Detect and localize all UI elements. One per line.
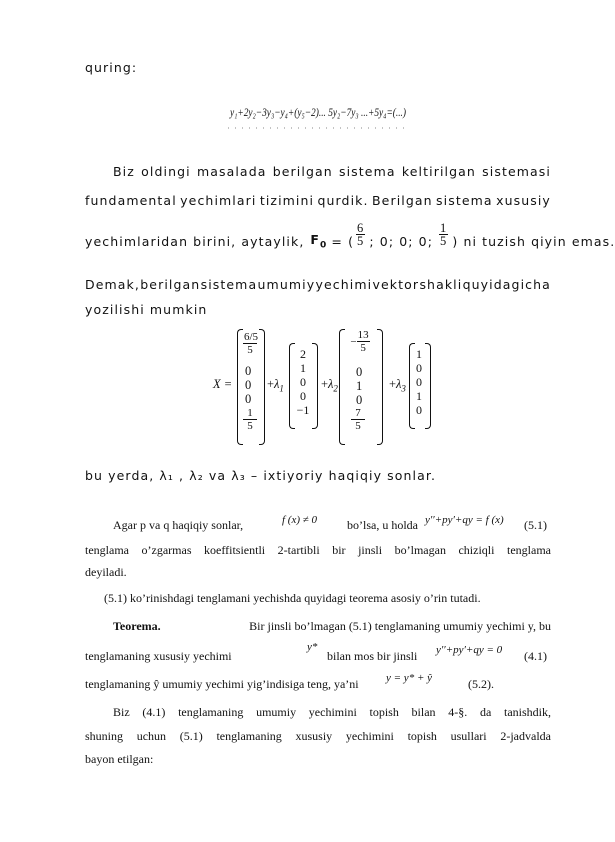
intro-text: quring: <box>85 60 138 75</box>
para5-line3: bayon etilgan: <box>85 752 154 766</box>
top-formula-graphic <box>226 88 410 134</box>
lambda2: $\lambda_2$ <box>328 377 338 394</box>
theorem-line2b: bilan mos bir jinsli <box>327 649 418 663</box>
para3-line2: tenglama o’zgarmas koeffitsientli 2-tartibli bir jinsli bo’lmagan chiziqli tenglama <box>85 543 551 557</box>
vector-equation: X = $\frac{6/5}{5}$ 0 0 0 $\frac{1}{5}$ + $\lambda_1$ 2 1 0 0 −1 + $\lambda_2$ − $\frac{13}{5}$ 0 1 0 $\frac{7}{5}$ + $\lambda_3$ 1 0 0 1 0 <box>205 325 445 447</box>
lambda3: $\lambda_3$ <box>396 377 406 394</box>
theorem-label: Teorema. <box>113 619 161 633</box>
para4: (5.1) ko’rinishdagi tenglamani yechishda quyidagi teorema asosiy o’rin tutadi. <box>104 591 481 605</box>
equation-4-1: y′′+py′+qy = 0 <box>436 644 503 656</box>
top-formula <box>226 88 410 134</box>
lhs-X: X = <box>213 377 233 391</box>
theorem-line2a: tenglamaning xususiy yechimi <box>85 649 232 663</box>
top-formula-text: y₁+2y₂−3y₃−y₄+(y₅−2)... 5y₂−7y₃ ...+5y₄=(...) <box>229 105 407 119</box>
para1-line1: Biz oldingi masalada berilgan sistema keltirilgan sistemasi <box>113 164 551 179</box>
para5-line1: Biz (4.1) tenglamaning umumiy yechimini topish bilan 4-§. da tanishdik, <box>113 705 551 719</box>
fraction-6-5: $\frac{6}{5}$ <box>357 220 365 248</box>
para1-line3: yechimlaridan birini, aytaylik, $F_0$ = ( $\frac{6}{5}$ ; 0; 0; 0; $\frac{1}{5}$ ) ni tuzish qiyin emas. <box>85 220 615 251</box>
para5-line2: shuning uchun (5.1) tenglamaning xususiy yechimini topish usullari 2-jadvalda <box>85 729 551 743</box>
f-condition: f (x) ≠ 0 <box>282 514 318 526</box>
fraction-1-5: $\frac{1}{5}$ <box>440 220 448 248</box>
para1-line4: Demak, berilgan sistema umumiy yechimi vektor shakli quyidagicha <box>85 277 551 292</box>
y-star: y* <box>307 641 318 653</box>
para1-line5: yozilishi mumkin <box>85 302 208 317</box>
para2: bu yerda, λ₁ , λ₂ va λ₃ – ixtiyoriy haqiqiy sonlar. <box>85 468 437 483</box>
para3-b: bo’lsa, u holda <box>347 518 418 532</box>
vector-v2-top: − $\frac{13}{5}$ <box>350 329 369 354</box>
F0-symbol: $F_0$ <box>310 232 328 251</box>
equation-5-1: y′′+py′+qy = f (x) <box>425 514 504 526</box>
para3-line3: deyiladi. <box>85 565 127 579</box>
tag-4-1: (4.1) <box>524 649 547 663</box>
theorem-line3: tenglamaning ŷ umumiy yechimi yig’indisiga teng, ya’ni <box>85 677 359 691</box>
para1-line2: fundamental yechimlari tizimini qurdik. Berilgan sistema xususiy <box>85 193 551 208</box>
vector-v1: 2 1 0 0 −1 <box>296 347 310 417</box>
vector-v3: 1 0 0 1 0 <box>416 347 422 417</box>
tag-5-1: (5.1) <box>524 518 547 532</box>
theorem-line1: Teorema. Bir jinsli bo’lmagan (5.1) tenglamaning umumiy yechimi y, bu <box>113 619 551 633</box>
tag-5-2: (5.2). <box>468 677 494 691</box>
equation-5-2: y = y* + ŷ <box>386 672 432 684</box>
lambda1: $\lambda_1$ <box>274 377 284 394</box>
para3-a: Agar p va q haqiqiy sonlar, <box>113 518 244 532</box>
